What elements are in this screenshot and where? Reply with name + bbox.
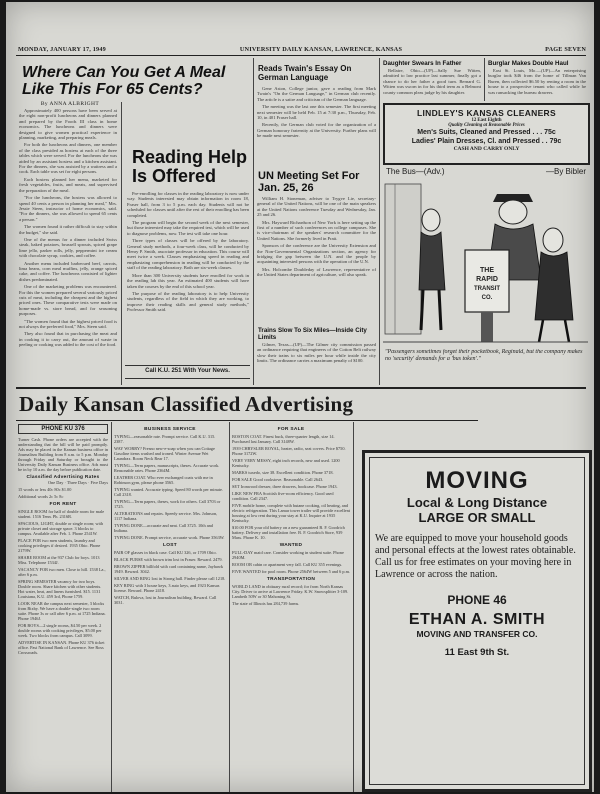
meal-body — [19, 108, 117, 384]
classified-ad: 1939 CHRYSLER ROYAL, heater, radio, seat covers. Price $750. Phone 3172W. — [232, 446, 346, 456]
moving-name: ETHAN A. SMITH — [408, 611, 546, 628]
trains-body — [257, 342, 376, 384]
column-rule — [111, 422, 112, 792]
classified-info-column — [18, 424, 108, 792]
classified-ad: VACANCY FOR two men. Close to hill. 1538 La., after 6 p.m. — [18, 567, 106, 577]
classified-ad: SET Ironwood dresser, three drawers, bookcase. Phone 1943. — [232, 484, 338, 489]
paragraph: Three types of classes will be offered by the laboratory. General study methods, a four-week class, will be conducted by Henry P. Smith, associate professor in education. This course will meet twice a week. Classes emphasizing speed in reading and emphasizing comprehension in reading will be conducted by the staff of the reading laboratory. Both are six-week classes. — [127, 238, 249, 271]
meal-headline: Where Can You Get A Meal Like This For 65 Cents? — [22, 64, 226, 98]
moving-ad-inner-border — [369, 457, 585, 785]
classified-ad: ALTERATIONS and repairs. Speedy service. Mrs. Johnson, 1117 Indiana. — [114, 511, 218, 521]
paragraph: Mrs. Holcombe Doubleday of Lawrence, representative of the United States department of agriculture, will also speak. — [257, 266, 376, 278]
un-body — [257, 196, 376, 324]
cartoon-caption: "Passengers sometimes forget their pocketbook, Reginald, but the company makes no 'security' demands for a 'bus token'." — [385, 349, 583, 362]
classified-ad: SINGLE ROOM for half of double room for male student. 1516 Tenn. Ph. 2316R. — [18, 509, 105, 519]
classified-ad: TYPING wanted. Accurate typing. Speed 80 words per minute. Call 2318. — [114, 487, 223, 497]
lindley-title: LINDLEY'S KANSAS CLEANERS — [417, 108, 556, 118]
classified-column-3 — [232, 424, 350, 792]
classified-ad: MARKS tuxedo, size 38. Excellent condition. Phone 3718. — [232, 470, 334, 475]
lindley-tagline: Quality Cleaning at Reasonable Prices — [448, 123, 525, 128]
lindley-line2: Ladies' Plain Dresses, Cl. and Pressed . . 79c — [411, 138, 562, 145]
classified-ad: FIVE mobile home, complete with butane cooking, oil heating, and electric refrigeration. This Lamar tower trailer will provide excellent housing at low rent during your stay at K.U. Inquire at 1935 Kentucky. — [232, 503, 350, 523]
paragraph: Approximately 400 persons have been served at the eight non-profit luncheons and dinners planned and prepared by the Foods III class in home economics. The luncheons and dinners were designed to give women practical experience in planning, marketing, and preparing meals. — [19, 108, 117, 141]
paragraph: Each hostess planned her menu, marketed for fresh vegetables, fruits, and meats, and supervised the preparation of the meal. — [19, 176, 117, 193]
paragraph: The program will begin the second week of the next semester, but those interested may take the required test, which will be used to diagnose problems, now. The test will take one hour. — [127, 220, 249, 236]
classified-ad: TYPING DONE—accurate and neat. Call 3725. 10th and Indiana. — [114, 523, 213, 533]
cartoon-header — [386, 167, 586, 179]
classified-section-head: LOST — [163, 543, 177, 548]
classified-ad: WORLD LAND in obituary rural record; for from North Kansas City. Driver to arrive at Lawrence Friday. K.W. Snowsplitter 3-109. Lambeth 50W or 30 Mahoning St. — [232, 584, 349, 599]
paragraph: More than 300 University students have enrolled for work in the reading lab this year. An estimated 400 students will have taken the courses by the end of this school year. — [127, 272, 249, 289]
paragraph: They also found that in purchasing the meat and in cooking it to carry out, the amount of waste in peeling or cooking was added to the cost of the food. — [19, 331, 117, 348]
classified-ad: FULL-DAY maid care. Consider working in student suite. Phone 2940M. — [232, 550, 344, 560]
classified-section-head: FOR SALE — [277, 427, 305, 432]
classified-ad: TYPING—reasonable rate. Prompt service. Call K.U. 315. 2387. — [114, 434, 216, 444]
classified-wanted — [232, 543, 350, 574]
classified-ad: The state of Illinois has 284,739 farms. — [232, 601, 300, 606]
paragraph: The women found it rather difficult to stay within the budget," she said. — [19, 224, 117, 235]
classified-ad: LOOK NEAR the campus next semester, 3 blocks from Bixby. We have a double-single two room suite. Phone 3s or call after 6 p.m. at 1725 Indiana. Phone 1946J. — [18, 601, 106, 621]
classified-ad: FOR BOYS—2 single rooms, $4.50 per week. 2 double rooms with cooking privileges, $5.00 per week. Two blocks from campus. Call 3099. — [18, 623, 102, 638]
classified-rule-bottom — [16, 420, 478, 421]
masthead-paper: UNIVERSITY DAILY KANSAN, LAWRENCE, KANSAS — [239, 46, 403, 53]
column-rule — [229, 422, 230, 792]
moving-headline: MOVING — [425, 467, 529, 494]
bus-cartoon-illustration — [383, 180, 588, 348]
classified-ad: FIVE WANTED for pool room. Phone 2564W between 5 and 6 p.m. — [232, 569, 350, 574]
ku-news-box — [125, 365, 250, 379]
moving-phone: PHONE 46 — [447, 593, 507, 607]
rate-col-3: Five Days — [90, 480, 108, 485]
paragraph: The meeting was the last one this semester. The first meeting next semester will be held Feb. 15 at 7:30 p.m., Thursday, Feb. 10, in 401 Fraser hall. — [257, 104, 376, 121]
fare-box-sign-1: THE — [480, 267, 494, 274]
moving-address: 11 East 9th St. — [444, 647, 510, 658]
paragraph: One of the menus for a dinner included Swiss steak, baked potatoes, brussell sprouts, spiced grape lime jello, parker rolls, jelly, peppermint ice cream with chocolate syrup, cookies, and coffee. — [19, 236, 117, 259]
classified-ad: LIKE NEW FRA Scottish five-room efficiency. Good used condition. Call 2347. — [232, 491, 334, 501]
moving-company: MOVING AND TRANSFER CO. — [416, 629, 538, 639]
paragraph: Pre-enrolling for classes in the reading laboratory is now under way. Students interested may obtain information in room 18, Fraser hall, from 3 to 5 p.m. each day. Students will not be scheduled for classes until after the rest of their enrolling has been completed. — [127, 191, 249, 218]
paragraph: Gilmer, Texas—(UP)—The Gilmer city commission passed an ordinance requiring that engineers of the Cotton Belt railway slow their trains to six miles per hour while inside the city limits. The ordinance carries a maximum penalty of $100. — [257, 342, 376, 364]
paragraph: "For the luncheons, the hostess was allowed to spend 40 cents a person in planning her meal," Mrs. Jessie Steen, instructor of home economics, said. "For the dinners, she was allowed to spend 65 cents a person." — [19, 195, 117, 222]
masthead-date: MONDAY, JANUARY 17, 1949 — [18, 46, 106, 53]
classified-lost — [114, 543, 226, 605]
classified-ad: PAIR OF glasses in black case. Call KU 326, or 1709 Ohio. — [114, 550, 217, 555]
classified-ad: TYPING—Term papers, theses, work for others. Call 3703 or 1725. — [114, 499, 221, 509]
reading-headline: Reading Help Is Offered — [132, 148, 247, 186]
classified-ad: KEY RING with 3 house keys, 3 auto keys, and 1923 Kansas license. Reward. Phone 2418. — [114, 583, 220, 593]
burglar-body — [488, 68, 586, 101]
twain-headline: Reads Twain's Essay On German Language — [258, 64, 352, 82]
ku-news-text: Call K.U. 251 With Your News. — [145, 368, 230, 374]
rates-row-2: Additional words 2c 5c 8c — [18, 494, 64, 499]
classified-phone: PHONE KU 376 — [18, 424, 108, 434]
paragraph: For both the luncheons and dinners, one member of the class presided as hostess at each of the three tables which were served. For the luncheons she was aided by an assistant hostess and a kitchen assistant. For the dinners, she was assisted by a waitress and a cook. Each table was set for eight persons. — [19, 142, 117, 175]
lindley-line1: Men's Suits, Cleaned and Pressed . . . 75c — [417, 129, 556, 136]
classified-column-2 — [114, 424, 226, 792]
classified-ad: VERY VERY MESSY, eight inch records, new and used. 1200 Kentucky. — [232, 458, 340, 468]
classified-ad: $10.00 FOR your old battery on a new guaranteed B. F. Goodrich battery. Delivery and installation free. B. F. Goodrich Store, 939 Mass. Phone K. 10. — [232, 525, 345, 540]
classified-ad: WAY WORRY? Fresno new-e-soap when you can Cottage Gasoline items washed and ironed. Winter Avenue Wet Laundrax. Room Neck Rear 17. — [114, 446, 215, 461]
lindley-address: 12 East Eighth — [471, 118, 502, 123]
classified-ad: ADVERTISE IN KANSAN. Phone KU 376 ticket office. Past National Bank of Lawrence. See Ross Crossroads. — [18, 640, 105, 655]
rate-col-2: Three Days — [66, 480, 87, 485]
cartoon-drawing — [383, 180, 588, 348]
rates-cols: One Day · Three Days · Five Days — [48, 480, 108, 485]
newspaper-page — [6, 2, 594, 792]
reading-body — [127, 191, 249, 363]
meal-byline: By ANNA ALBRIGHT — [40, 101, 100, 107]
fare-box-sign-4: CO. — [481, 295, 493, 301]
paragraph: Sponsors of the conference are the University Extension and the Non-Governmental Organizations section, an agency for bridging the gap between the U.N. and the people by acquainting interested persons with the operation of the U.N. — [257, 243, 376, 265]
daughter-body — [383, 68, 481, 101]
classified-ad: SPACIOUS, LIGHT, double or single room; with private closet and storage space. 3 blocks to campus. Available after Feb. 1. Phone 2541W. — [18, 521, 103, 536]
paragraph: Recently, the German club voted for the organization of a German honorary fraternity at the University. Further plans will be made next semester. — [257, 122, 376, 139]
classified-rule-top — [16, 387, 586, 389]
classified-section-head: TRANSPORTATION — [266, 577, 316, 582]
classified-transportation — [232, 577, 350, 606]
lindley-footer: CASH AND CARRY ONLY — [453, 146, 520, 152]
classified-ad: WATCH, Bulova, lost in Journalism building. Reward. Call 3031. — [114, 595, 217, 605]
paragraph: William H. Stoneman, adviser to Trygve Lie, secretary-general of the United Nations, will be one of the main speakers at the United Nations conference Tuesday and Wednesday, Jan. 25 and 26. — [257, 196, 376, 218]
masthead-rule — [16, 55, 586, 56]
classified-for-sale — [232, 427, 350, 540]
column-rule — [253, 58, 254, 385]
un-headline: UN Meeting Set For Jan. 25, 26 — [258, 170, 360, 194]
classified-ad: BROWN ZIPPER billfold with card containing name, Jayhawk 1949. Reward. 3042. — [114, 564, 224, 574]
classified-section-head: WANTED — [279, 543, 303, 548]
classified-ad: SPRING SEMESTER vacancy for two boys. Double room. Share kitchen with other students. Hot water, heat, and linens furnished. $15. 1131 Louisiana, K.U. 459 3rd, Phone 1759. — [18, 579, 102, 599]
column-rule — [121, 102, 122, 385]
classified-ad: PLACE FOR two men students, laundry and cooking privileges if desired. 1935 Ohio. Phone 2179W. — [18, 538, 101, 553]
moving-sub2: LARGE OR SMALL — [418, 510, 536, 525]
classified-title: Daily Kansan Classified Advertising — [19, 392, 354, 416]
twain-body — [257, 86, 376, 168]
paragraph: Bellaire, Ohio—(UP)—Sally Sue Witten, admitted to law practice last summer, finally got a chance to do her father a good turn. Bernard G. Witten was sworn in for his third term as a Belmont county common pleas judge by his daughter. — [383, 68, 481, 95]
classified-ad: ROOM OR cabin or apartment very fall. Call KU 355 evenings. — [232, 562, 343, 567]
rates-head: Classified Advertising Rates — [26, 475, 100, 480]
classified-intro: Turner Cash. Phone orders are accepted with the understanding that the bill will be paid promptly. Ads may be placed in the Kansan business office in Journalism Building from 8 a.m. to 5 p.m. Monday through Friday and Saturday or brought to the University Daily Kansan Business office. Ads must be in by 10 a.m. the day before publication date. — [18, 437, 108, 472]
classified-ad: SHARE ROOM at the 937 Club for boys. 1013 Miss. Telephone 1534J. — [18, 555, 100, 565]
paragraph: Gene Aston, College junior, gave a reading from Mark Twain's "On the German Language," in German club recently. The article is a satire and criticism of the German language. — [257, 86, 376, 102]
trains-headline: Trains Slow To Six Miles—Inside City Limits — [258, 327, 367, 341]
classified-ad: LEATHER COAT. Who ever exchanged coats with me in Robinson gym, please phone 3565. — [114, 475, 213, 485]
rates-row-1: 15 words or less 40c 80c $1.00 — [18, 487, 72, 492]
classified-column-for-rent — [18, 502, 108, 655]
paragraph: Mrs. Hayward Richardson of New York is here setting up the first of a number of such conferences on college campuses. She is vice-chairman of the speakers' research committee for the United Nations. She formerly lived in Pratt. — [257, 219, 376, 241]
cartoon-credit: —By Bibler — [545, 167, 586, 176]
paragraph: One of the marketing problems was encountered. For this the women prepared several variously priced cuts of meat, including the cheapest and the highest priced ones. These comparative tests were made on home-made vs. store bread, and for seasoning purposes. — [19, 284, 117, 317]
moving-body: We are equipped to move your household goods and personal effects at the lowest rates obtainable. Call us for free estimates on your moving here in Lawrence or across the nation. — [375, 533, 576, 580]
lindley-ad — [383, 103, 590, 165]
classified-ad: FOR SALE Good cookstove. Reasonable. Call 2643. — [232, 477, 324, 482]
fare-box-sign-3: TRANSIT — [474, 286, 500, 292]
column-rule — [379, 58, 380, 385]
classified-section-head: BUSINESS SERVICE — [144, 427, 196, 432]
paragraph: East St. Louis, Mo.—(UP)—An enterprising burglar took $46 from the home of Tillman Van Buren, then collected $6.50 by renting a room in the house to a prospective tenant who called while he was ransacking the bureau drawers. — [488, 68, 586, 95]
classified-ad: TYPING DONE. Prompt service, accurate work. Phone 3563W. — [114, 535, 225, 540]
rate-col-1: One Day — [48, 480, 64, 485]
paragraph: Another menu included barbecued beef, carrots, lima beans, corn meal muffins, jelly, orange spiced cake, and coffee. The luncheons consisted of lighter dishes predominated. — [19, 260, 117, 282]
cartoon-title: The Bus—(Adv.) — [386, 167, 445, 176]
column-rule — [484, 58, 485, 101]
classified-ad: BLACK PURSE with brown trim lost in Fraser. Reward. 2479. — [114, 557, 223, 562]
paragraph: "The women found that the highest priced food is not always the preferred food," Mrs. Steen said. — [19, 318, 117, 330]
classified-ad: TYPING—Term papers, manuscripts, theses. Accurate work. Reasonable rates. Phone 2364M. — [114, 463, 220, 473]
daughter-headline: Daughter Swears In Father — [383, 60, 462, 67]
classified-business-service — [114, 427, 226, 540]
classified-section-head: FOR RENT — [49, 502, 77, 507]
column-rule — [353, 422, 354, 792]
moving-sub1: Local & Long Distance — [406, 495, 548, 510]
fare-box-sign-2: RAPID — [476, 276, 498, 283]
classified-ad: BOSTON COAT. Finest buck, three-quarter length, size 14. Purchased last January. Call 3148W. — [232, 434, 335, 444]
masthead-page: PAGE SEVEN — [545, 46, 586, 53]
moving-ad — [362, 450, 592, 792]
classified-ad: SILVER AND RING lost in Strong hall. Finder please call 1218. — [114, 576, 226, 581]
paragraph: The purpose of the reading laboratory is to help University students, regardless of the field in which they are working, to improve their reading skills and general study methods," Professor Smith said. — [127, 290, 249, 313]
burglar-headline: Burglar Makes Double Haul — [488, 60, 569, 67]
